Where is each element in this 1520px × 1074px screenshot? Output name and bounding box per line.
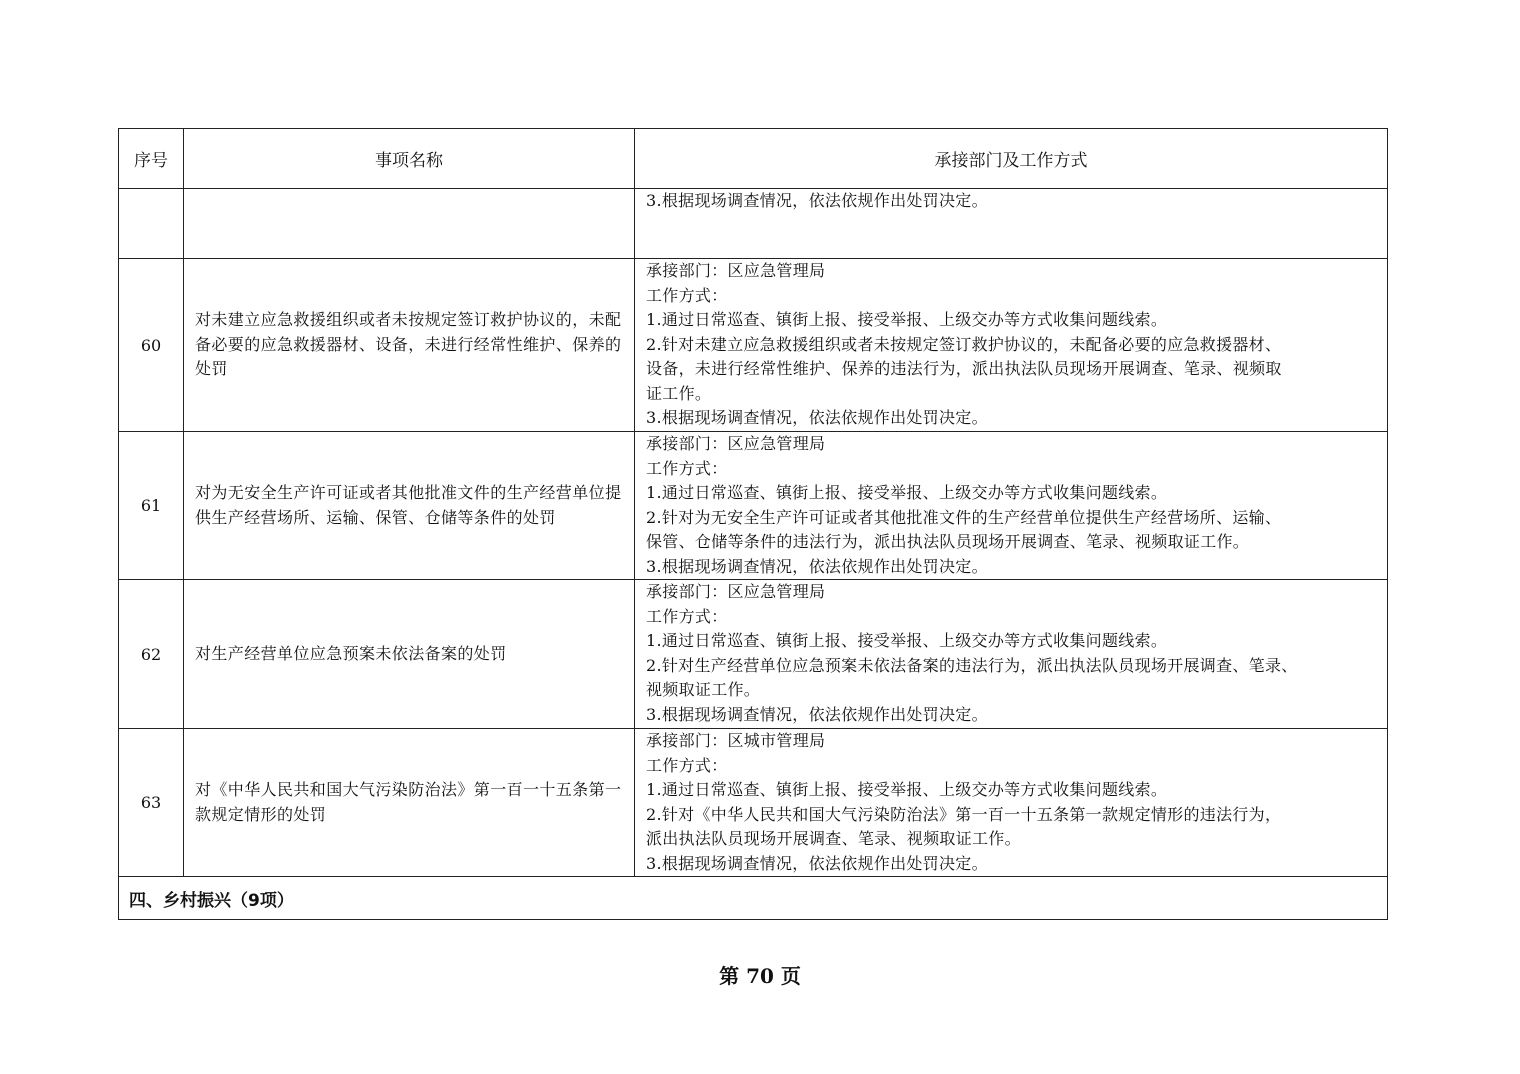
dept-line: 工作方式： [646,285,728,305]
dept-line: 工作方式： [646,458,728,478]
dept-line: 3.根据现场调查情况，依法依规作出处罚决定。 [646,556,988,576]
table-row [119,259,1388,432]
row-department-method [635,259,1388,432]
dept-line: 3.根据现场调查情况，依法依规作出处罚决定。 [646,408,988,427]
row-matter-name [184,189,635,259]
row-department-method [635,189,1388,259]
row-number [119,189,184,259]
row-department-method [635,580,1388,729]
dept-line: 2.针对生产经营单位应急预案未依法备案的违法行为，派出执法队员现场开展调查、笔录、 [646,655,1298,675]
dept-line: 1.通过日常巡查、镇街上报、接受举报、上级交办等方式收集问题线索。 [646,631,1168,650]
dept-line: 工作方式： [646,606,728,626]
row-department-method [635,729,1388,877]
row-department-method [635,432,1388,580]
header-matter-name: 事项名称 [184,129,635,189]
dept-line: 证工作。 [646,383,712,403]
dept-line: 3.根据现场调查情况，依法依规作出处罚决定。 [646,704,988,724]
row-number: 61 [119,432,184,580]
row-matter-name: 对为无安全生产许可证或者其他批准文件的生产经营单位提供生产经营场所、运输、保管、仓储等条件的处罚 [184,432,635,580]
table-row [119,580,1388,729]
header-serial-number: 序号 [119,129,184,189]
table-row-continued [119,189,1388,259]
page-number: 第 70 页 [719,964,801,988]
dept-line: 保管、仓储等条件的违法行为，派出执法队员现场开展调查、笔录、视频取证工作。 [646,532,1250,551]
row-matter-name: 对生产经营单位应急预案未依法备案的处罚 [184,580,635,729]
dept-line: 承接部门：区城市管理局 [646,731,826,750]
row-matter-name: 对未建立应急救援组织或者未按规定签订救护协议的，未配备必要的应急救援器材、设备，未进行经常性维护、保养的处罚 [184,259,635,432]
table-row [119,432,1388,580]
dept-line: 2.针对为无安全生产许可证或者其他批准文件的生产经营单位提供生产经营场所、运输、 [646,507,1282,527]
dept-line: 1.通过日常巡查、镇街上报、接受举报、上级交办等方式收集问题线索。 [646,483,1168,502]
header-department-method: 承接部门及工作方式 [635,129,1388,189]
dept-line: 2.针对《中华人民共和国大气污染防治法》第一百一十五条第一款规定情形的违法行为， [646,804,1282,824]
dept-line: 3.根据现场调查情况，依法依规作出处罚决定。 [646,191,988,210]
dept-line: 视频取证工作。 [646,680,761,699]
section-title: 四、乡村振兴（9项） [119,877,1388,920]
row-matter-name: 对《中华人民共和国大气污染防治法》第一百一十五条第一款规定情形的处罚 [184,729,635,877]
dept-line: 1.通过日常巡查、镇街上报、接受举报、上级交办等方式收集问题线索。 [646,780,1168,799]
row-number: 62 [119,580,184,729]
table-row [119,729,1388,877]
dept-line: 3.根据现场调查情况，依法依规作出处罚决定。 [646,853,988,873]
dept-line: 承接部门：区应急管理局 [646,582,826,601]
dept-line: 承接部门：区应急管理局 [646,434,826,453]
row-number: 60 [119,259,184,432]
matters-table [118,128,1388,920]
dept-line: 1.通过日常巡查、镇街上报、接受举报、上级交办等方式收集问题线索。 [646,310,1168,329]
section-header-row [119,877,1388,920]
dept-line: 设备，未进行经常性维护、保养的违法行为，派出执法队员现场开展调查、笔录、视频取 [646,359,1282,378]
row-number: 63 [119,729,184,877]
dept-line: 派出执法队员现场开展调查、笔录、视频取证工作。 [646,829,1021,848]
table-header-row [119,129,1388,189]
dept-line: 2.针对未建立应急救援组织或者未按规定签订救护协议的，未配备必要的应急救援器材、 [646,334,1282,354]
dept-line: 承接部门：区应急管理局 [646,261,826,280]
dept-line: 工作方式： [646,755,728,775]
